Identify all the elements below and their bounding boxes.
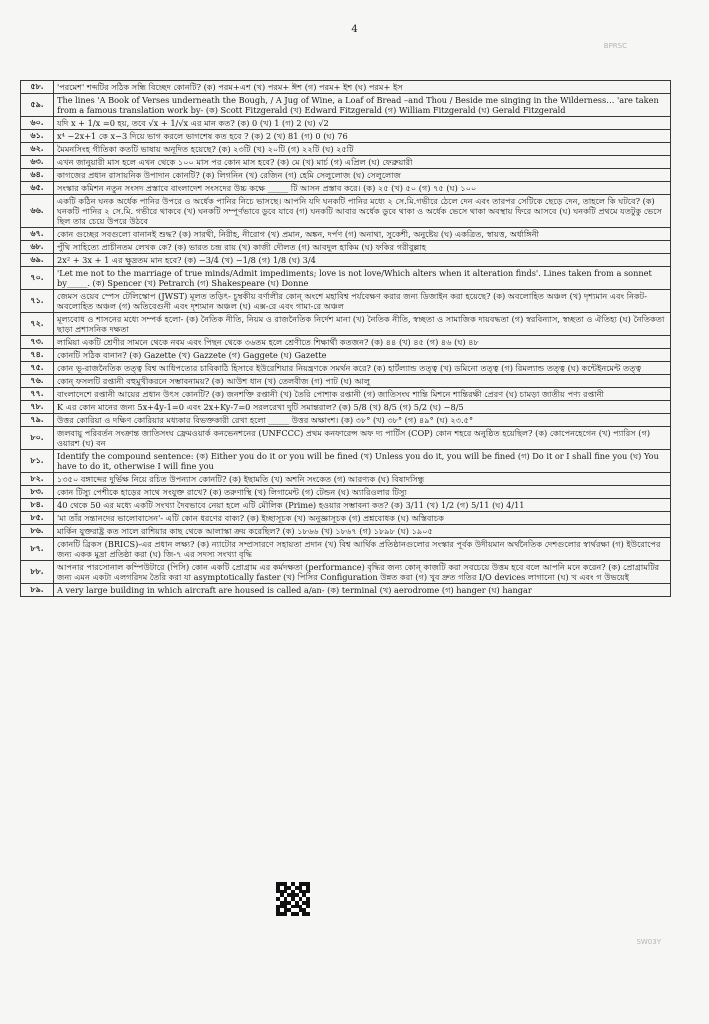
question-number: ৮২. — [21, 473, 54, 486]
question-text: x⁴ −2x+1 কে x−3 দিয়ে ভাগ করলে ভাগশেষ কত হবে ? (ক) 2 (খ) 81 (গ) 0 (ঘ) 76 — [54, 130, 671, 143]
question-row — [21, 473, 671, 486]
question-number: ৮৪. — [21, 499, 54, 512]
question-row — [21, 362, 671, 375]
watermark-bottom: SW03Y — [636, 938, 661, 946]
question-row — [21, 130, 671, 143]
question-text: K এর কোন মানের জন্য 5x+4y-1=0 এবং 2x+Ky-7=0 সরলরেখা দুটি সমান্তরাল? (ক) 5/8 (খ) 8/5 (গ) 5/2 (ঘ) −8/5 — [54, 401, 671, 414]
question-text: কোন্ ফসলটি রপ্তানী বহুমুখীকরনে সম্ভাবনাময়? (ক) আউশ ধান (খ) তেলবীজ (গ) পাট (ঘ) আলু — [54, 375, 671, 388]
question-row — [21, 375, 671, 388]
question-text: কোনটি ব্রিকস (BRICS)-এর প্রধান লক্ষ্য? (ক) ন্যাটোর সম্প্রসারণে সহায়তা প্রদান (খ) বিশ্ব আর্থিক প্রতিষ্ঠানগুলোর সংস্কার পূর্বক উদীয়মান অর্থনৈতিক দেশগুলোর স্বার্থরক্ষা (গ) ইউরোপের জন্য একক মুদ্রা প্রতিষ্ঠা করা (ঘ) জি-৭ এর সদস্য সংখ্যা বৃদ্ধি — [54, 538, 671, 561]
question-number: ৭৬. — [21, 375, 54, 388]
question-number: ৬৬. — [21, 195, 54, 228]
question-row — [21, 228, 671, 241]
question-number: ৭১. — [21, 290, 54, 313]
qr-code-icon — [276, 882, 310, 916]
question-text: কোনটি সঠিক বানান? (ক) Gazette (খ) Gazzete (গ) Gaggete (ঘ) Gazette — [54, 349, 671, 362]
question-text: একটি কঠিন ঘনক অর্ধেক পানির উপরে ও অর্ধেক পানির নিচে ভাসছে। আপনি যদি ঘনকটি পানির মধ্যে ২ সে.মি.গভীরে ঠেলে দেন এবং তারপর সেটিকে ছেড়ে দেন, তাহলে কি ঘটবে? (ক) ঘনকটি পানির ২ সে.মি. গভীরে থাকবে (খ) ঘনকটি সম্পূর্ণভাবে ডুবে যাবে (গ) ঘনকটি আবার অর্ধেক ডুবে থাকা ও অর্ধেক ভেসে থাকা অবস্থায় ফিরে আসবে (ঘ) ঘনকটি প্রথমে যতটুকু ভেসে ছিল তার চেয়ে উপরে উঠবে — [54, 195, 671, 228]
question-text: জলবায়ু পরিবর্তন সংক্রান্ত জাতিসংঘ ফ্রেমওয়ার্ক কনভেনশনের (UNFCCC) প্রথম কনফারেন্স অফ দ্য পার্টিস (COP) কোন শহরে অনুষ্ঠিত হয়েছিল? (ক) কোপেনহেগেন (খ) প্যারিস (গ) ওয়ারশ (ঘ) বন — [54, 427, 671, 450]
question-row — [21, 290, 671, 313]
question-row — [21, 512, 671, 525]
question-row — [21, 169, 671, 182]
question-row — [21, 525, 671, 538]
question-row — [21, 241, 671, 254]
question-number: ৮০. — [21, 427, 54, 450]
question-row — [21, 143, 671, 156]
question-text: কোন ভূ-রাজনৈতিক তত্ত্ব বিশ্ব আধিপত্যের চাবিকাঠি হিসাবে ইউরেশিয়ার নিয়ন্ত্রণকে সমর্থন করে? (ক) হার্টল্যান্ড তত্ত্ব (খ) ডমিনো তত্ত্ব (গ) রিমল্যান্ড তত্ত্ব (ঘ) কন্টেইনমেন্ট তত্ত্ব — [54, 362, 671, 375]
question-number: ৬৯. — [21, 254, 54, 267]
question-row — [21, 388, 671, 401]
question-text: 'Let me not to the marriage of true minds/Admit impediments; love is not love/Which alters when it alteration finds'. Lines taken from a sonnet by_____. (ক) Spencer (খ) Petrarch (গ) Shakespeare (ঘ) Donne — [54, 267, 671, 290]
question-text: উত্তর কোরিয়া ও দক্ষিণ কোরিয়ার মধ্যকার বিভক্তকারী রেখা হলো _____ উত্তর অক্ষাংশ। (ক) ৩৮° (খ) ৩৮° (গ) ৪৯° (ঘ) ২৩.৫° — [54, 414, 671, 427]
question-number: ৭২. — [21, 313, 54, 336]
page-number: 4 — [351, 24, 358, 35]
watermark-top: BPRSC — [603, 42, 627, 50]
question-row — [21, 401, 671, 414]
question-number: ৬২. — [21, 143, 54, 156]
question-row — [21, 156, 671, 169]
question-number: ৬৭. — [21, 228, 54, 241]
question-text: মার্কিন যুক্তরাষ্ট্র কত সালে রাশিয়ার কাছ থেকে আলাস্কা ক্রয় করেছিল? (ক) ১৮৬৬ (খ) ১৮৬৭ (গ) ১৮৯৮ (ঘ) ১৯০৫ — [54, 525, 671, 538]
question-text: পুঁথি সাহিত্যে প্রাচীনতম লেখক কে? (ক) ভারত চন্দ্র রায় (খ) কাজী দৌলত (গ) আবদুল হাকিম (ঘ) ফকির গরীবুল্লাহ — [54, 241, 671, 254]
question-text: কাগজের প্রধান রাসায়নিক উপাদান কোনটি? (ক) লিগনিন (খ) রেজিন (গ) হেমি সেলুলোজ (ঘ) সেলুলোজ — [54, 169, 671, 182]
question-number: ৭০. — [21, 267, 54, 290]
question-number: ৮৬. — [21, 525, 54, 538]
question-text: Identify the compound sentence: (ক) Either you do it or you will be fined (খ) Unless you do it, you will be fined (গ) Do it or I shall fine you (ঘ) You have to do it, otherwise I will fine you — [54, 450, 671, 473]
question-text: লামিয়া একটি শ্রেণীর সামনে থেকে নবম এবং পিছন থেকে ৩৬তম হলে শ্রেণীতে শিক্ষার্থী কতজন? (ক) ৪৪ (খ) ৪৫ (গ) ৪৬ (ঘ) ৪৮ — [54, 336, 671, 349]
question-number: ৭৫. — [21, 362, 54, 375]
question-row — [21, 313, 671, 336]
question-number: ৭৪. — [21, 349, 54, 362]
question-text: মূল্যবোধ ও শাসনের মধ্যে সম্পর্ক হলো- (ক) নৈতিক নীতি, নিয়ম ও রাজনৈতিক নির্দেশ মানা (খ) নৈতিক নীতি, স্বচ্ছতা ও সামাজিক দায়বদ্ধতা (গ) স্বরবিন্যাস, স্বচ্ছতা ও ঐতিহ্য (ঘ) নৈতিকতা ছাড়া প্রশাসনিক দক্ষতা — [54, 313, 671, 336]
question-text: 'পরমেশ' শব্দটির সঠিক সন্ধি বিচ্ছেদ কোনটি? (ক) পরম+এশ (খ) পরম+ ঈশ (গ) পরম+ ইশ (ঘ) পরম+ ইস — [54, 81, 671, 94]
question-number: ৮৯. — [21, 584, 54, 597]
question-number: ৮৭. — [21, 538, 54, 561]
question-number: ৮৩. — [21, 486, 54, 499]
question-number: ৭৯. — [21, 414, 54, 427]
question-table — [20, 80, 671, 597]
question-text: কোন টিস্যু পেশীকে হাড়ের সাথে সংযুক্ত রাখে? (ক) তরুণাস্থি (খ) লিগামেন্ট (গ) টেন্ডন (ঘ) অ্যারিওলার টিস্যু — [54, 486, 671, 499]
question-number: ৬০. — [21, 117, 54, 130]
question-number: ৬৩. — [21, 156, 54, 169]
question-row — [21, 561, 671, 584]
question-number: ৭৭. — [21, 388, 54, 401]
question-text: 'মা তাঁর সন্তানদের ভালোবাসেন'- এটি কোন ধরণের বাক্য? (ক) ইচ্ছাসূচক (খ) অনুজ্ঞাসূচক (গ) প্রশ্নবোধক (ঘ) অস্তিবাচক — [54, 512, 671, 525]
question-row — [21, 94, 671, 117]
question-number: ৬৫. — [21, 182, 54, 195]
question-text: বাংলাদেশে রপ্তানী আয়ের প্রধান উৎস কোনটি? (ক) জনশক্তি রপ্তানী (খ) তৈরি পোশাক রপ্তানী (গ) জাতিসংঘ শান্তি মিশনে শান্তিরক্ষী প্রেরণ (ঘ) চামড়া জাতীয় পণ্য রপ্তানী — [54, 388, 671, 401]
question-text: যদি x + 1/x =0 হয়, তবে √x + 1/√x এর মান কত? (ক) 0 (খ) 1 (গ) 2 (ঘ) √2 — [54, 117, 671, 130]
question-row — [21, 538, 671, 561]
question-text: জেমস ওয়েব স্পেস টেলিস্কোপ (JWST) মূলত তড়িৎ- চুম্বকীয় বর্ণালীর কোন্ অংশে মহাবিশ্ব পর্যবেক্ষণ করার জন্য ডিজাইন করা হয়েছে? (ক) অবলোহিত অঞ্চল (খ) দৃশ্যমান এবং নিকট-অবলোহিত অঞ্চল (গ) অতিবেগুনী এবং দৃশ্যমান অঞ্চল (ঘ) এক্স-রে এবং গামা-রে অঞ্চল — [54, 290, 671, 313]
question-number: ৬৮. — [21, 241, 54, 254]
question-number: ৮৫. — [21, 512, 54, 525]
question-row — [21, 450, 671, 473]
question-number: ৫৮. — [21, 81, 54, 94]
question-text: 2x² + 3x + 1 এর ক্ষুদ্রতম মান হবে? (ক) −3/4 (খ) −1/8 (গ) 1/8 (ঘ) 3/4 — [54, 254, 671, 267]
question-row — [21, 349, 671, 362]
question-row — [21, 336, 671, 349]
question-row — [21, 81, 671, 94]
question-row — [21, 182, 671, 195]
question-row — [21, 267, 671, 290]
question-row — [21, 584, 671, 597]
question-row — [21, 427, 671, 450]
question-number: ৭৩. — [21, 336, 54, 349]
question-number: ৭৮. — [21, 401, 54, 414]
question-row — [21, 117, 671, 130]
question-text: A very large building in which aircraft are housed is called a/an- (ক) terminal (খ) aerodrome (গ) hanger (ঘ) hangar — [54, 584, 671, 597]
question-row — [21, 195, 671, 228]
question-text: কোন গুচ্ছের সবগুলো বানানই শুদ্ধ? (ক) সারথী, নিরীহ, নীরোগ (খ) প্রমান, অঙ্কন, দর্পণ (গ) অনাথা, সুকেশী, অনুষ্টেয় (ঘ) একত্রিত, স্বায়ত্ত, অর্ধাঙ্গিনী — [54, 228, 671, 241]
question-number: ৮৮. — [21, 561, 54, 584]
question-text: সংস্কার কমিশন নতুন সংসদ প্রস্তাবে বাংলাদেশ সংসদের উচ্চ কক্ষে _____ টি আসন প্রস্তাব করে। (ক) ২৫ (খ) ৫০ (গ) ৭৫ (ঘ) ১০০ — [54, 182, 671, 195]
question-number: ৫৯. — [21, 94, 54, 117]
question-number: ৮১. — [21, 450, 54, 473]
question-row — [21, 486, 671, 499]
question-text: এখন জানুয়ারী মাস হলে এখন থেকে ১০০ মাস পর কোন মাস হবে? (ক) মে (খ) মার্চ (গ) এপ্রিল (ঘ) ফেব্রুয়ারী — [54, 156, 671, 169]
question-row — [21, 499, 671, 512]
question-number: ৬৪. — [21, 169, 54, 182]
question-text: ১৩৫০ বঙ্গাব্দের দুর্ভিক্ষ নিয়ে রচিত উপন্যাস কোনটি? (ক) ইছামতি (খ) অশনি সংকেত (গ) আরণ্যক (ঘ) বিষাদসিন্ধু — [54, 473, 671, 486]
question-text: The lines 'A Book of Verses underneath the Bough, / A Jug of Wine, a Loaf of Bread –and Thou / Beside me singing in the Wilderness… 'are taken from a famous translation work by- (ক) Scott Fitzgerald (খ) Edward Fitzgerald (গ) William Fitzgerald (ঘ) Gerald Fitzgerald — [54, 94, 671, 117]
question-row — [21, 254, 671, 267]
question-text: মৈমনসিংহ গীতিকা কতটি ভাষায় অনূদিত হয়েছে? (ক) ২৩টি (খ) ২০টি (গ) ২২টি (ঘ) ২৫টি — [54, 143, 671, 156]
question-number: ৬১. — [21, 130, 54, 143]
question-row — [21, 414, 671, 427]
question-text: আপনার পারসোনাল কম্পিউটারে (পিসি) কোন একটি প্রোগ্রাম এর কর্মদক্ষতা (performance) বৃদ্ধির জন্য কোন্ কাজটি করা সবচেয়ে উত্তম হবে বলে আপনি মনে করেন? (ক) প্রোগ্রামটির জন্য এমন একটা এলগরিদম তৈরি করা যা asymptotically faster (খ) পিসির Configuration উন্নত করা (গ) খুব দ্রুত গতির I/O devices লাগানো (ঘ) খ এবং গ উভয়েই — [54, 561, 671, 584]
question-text: 40 থেকে 50 এর মধ্যে একটি সংখ্যা দৈবভাবে নেয়া হলে এটি মৌলিক (Prime) হওয়ার সম্ভাবনা কত? (ক) 3/11 (খ) 1/2 (গ) 5/11 (ঘ) 4/11 — [54, 499, 671, 512]
